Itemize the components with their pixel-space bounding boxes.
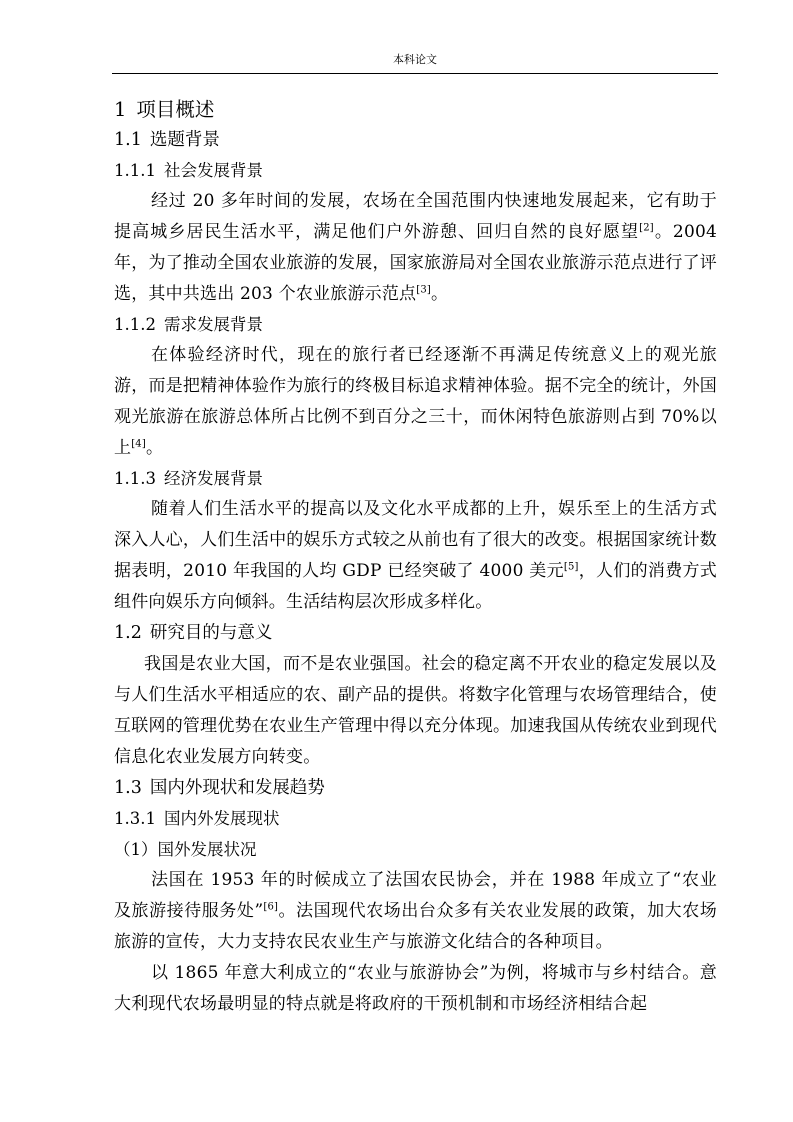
section-1-1-1-heading xyxy=(114,156,717,186)
paragraph-text: 随着人们生活水平的提高以及文化水平成都的上升，娱乐至上的生活方式深入人心，人们生活中的娱乐方式较之从前也有了很大的改变。根据国家统计数据表明，2010 年我国的人均 GDP 已经突破了 4000 美元 xyxy=(114,499,717,581)
section-number: 1.1 xyxy=(114,130,142,150)
paragraph-text: 。 xyxy=(431,284,449,304)
section-title: 社会发展背景 xyxy=(163,161,263,180)
paragraph-italy xyxy=(114,958,717,1020)
section-number: 1.1.3 xyxy=(114,469,156,488)
section-number: 1.2 xyxy=(114,623,142,643)
paragraph-research-purpose xyxy=(114,649,717,773)
paragraph-economic-background xyxy=(114,494,717,618)
paragraph-text: ，人们的消费方式组件向娱乐方向倾斜。生活结构层次形成多样化。 xyxy=(114,561,717,612)
paragraph-text: 在体验经济时代，现在的旅行者已经逐渐不再满足传统意义上的观光旅游，而是把精神体验作为旅行的终极目标追求精神体验。据不完全的统计，外国观光旅游在旅游总体所占比例不到百分之三十，而休闲特色旅游则占到 70%以上 xyxy=(114,345,717,458)
section-1-2-heading xyxy=(114,618,717,649)
citation: [3] xyxy=(416,284,432,296)
citation: [4] xyxy=(131,438,146,450)
paragraph-text: 我国是农业大国，而不是农业强国。社会的稳定离不开农业的稳定发展以及与人们生活水平相适应的农、副产品的提供。将数字化管理与农场管理结合，使互联网的管理优势在农业生产管理中得以充分体现。加速我国从传统农业到现代信息化农业发展方向转变。 xyxy=(114,654,717,767)
section-number: 1 xyxy=(114,98,127,121)
section-title: 国内外现状和发展趋势 xyxy=(149,778,325,798)
section-title: 研究目的与意义 xyxy=(149,623,273,643)
section-title: 选题背景 xyxy=(149,130,220,150)
paragraph-text: 。2004 年，为了推动全国农业旅游的发展，国家旅游局对全国农业旅游示范点进行了评选，其中共选出 203 个农业旅游示范点 xyxy=(114,222,717,304)
section-1-1-3-heading xyxy=(114,464,717,494)
section-number: 1.1.1 xyxy=(114,161,156,180)
paragraph-social-background xyxy=(114,186,717,310)
section-1-3-heading xyxy=(114,773,717,804)
citation: [6] xyxy=(263,901,279,913)
section-1-heading xyxy=(114,94,717,125)
section-1-1-heading xyxy=(114,125,717,156)
section-title: 需求发展背景 xyxy=(163,315,263,334)
section-number: 1.1.2 xyxy=(114,315,156,334)
paragraph-text: 。 xyxy=(145,438,164,458)
paragraph-demand-background xyxy=(114,340,717,464)
running-header: 本科论文 xyxy=(393,53,437,66)
citation: [2] xyxy=(639,222,654,234)
paragraph-text: 法国在 1953 年的时候成立了法国农民协会，并在 1988 年成立了“农业及旅游接待服务处” xyxy=(114,870,717,921)
section-1-1-2-heading xyxy=(114,310,717,340)
citation: [5] xyxy=(563,561,579,573)
header-rule xyxy=(112,73,718,74)
section-number: 1.3 xyxy=(114,778,142,798)
paragraph-text: 。法国现代农场出台众多有关农业发展的政策，加大农场旅游的宣传，大力支持农民农业生产与旅游文化结合的各种项目。 xyxy=(114,901,717,952)
paragraph-france xyxy=(114,865,717,958)
section-title: 项目概述 xyxy=(136,98,215,121)
list-item-foreign-status: （1）国外发展状况 xyxy=(114,840,257,859)
section-title: 国内外发展现状 xyxy=(163,809,280,828)
section-title: 经济发展背景 xyxy=(163,469,263,488)
paragraph-text: 以 1865 年意大利成立的“农业与旅游协会”为例，将城市与乡村结合。意大利现代农场最明显的特点就是将政府的干预机制和市场经济相结合起 xyxy=(114,963,717,1014)
document-body xyxy=(114,94,717,1020)
section-number: 1.3.1 xyxy=(114,809,156,828)
section-1-3-1-heading xyxy=(114,804,717,834)
paragraph-text: 经过 20 多年时间的发展，农场在全国范围内快速地发展起来，它有助于提高城乡居民生活水平，满足他们户外游憩、回归自然的良好愿望 xyxy=(114,191,717,242)
